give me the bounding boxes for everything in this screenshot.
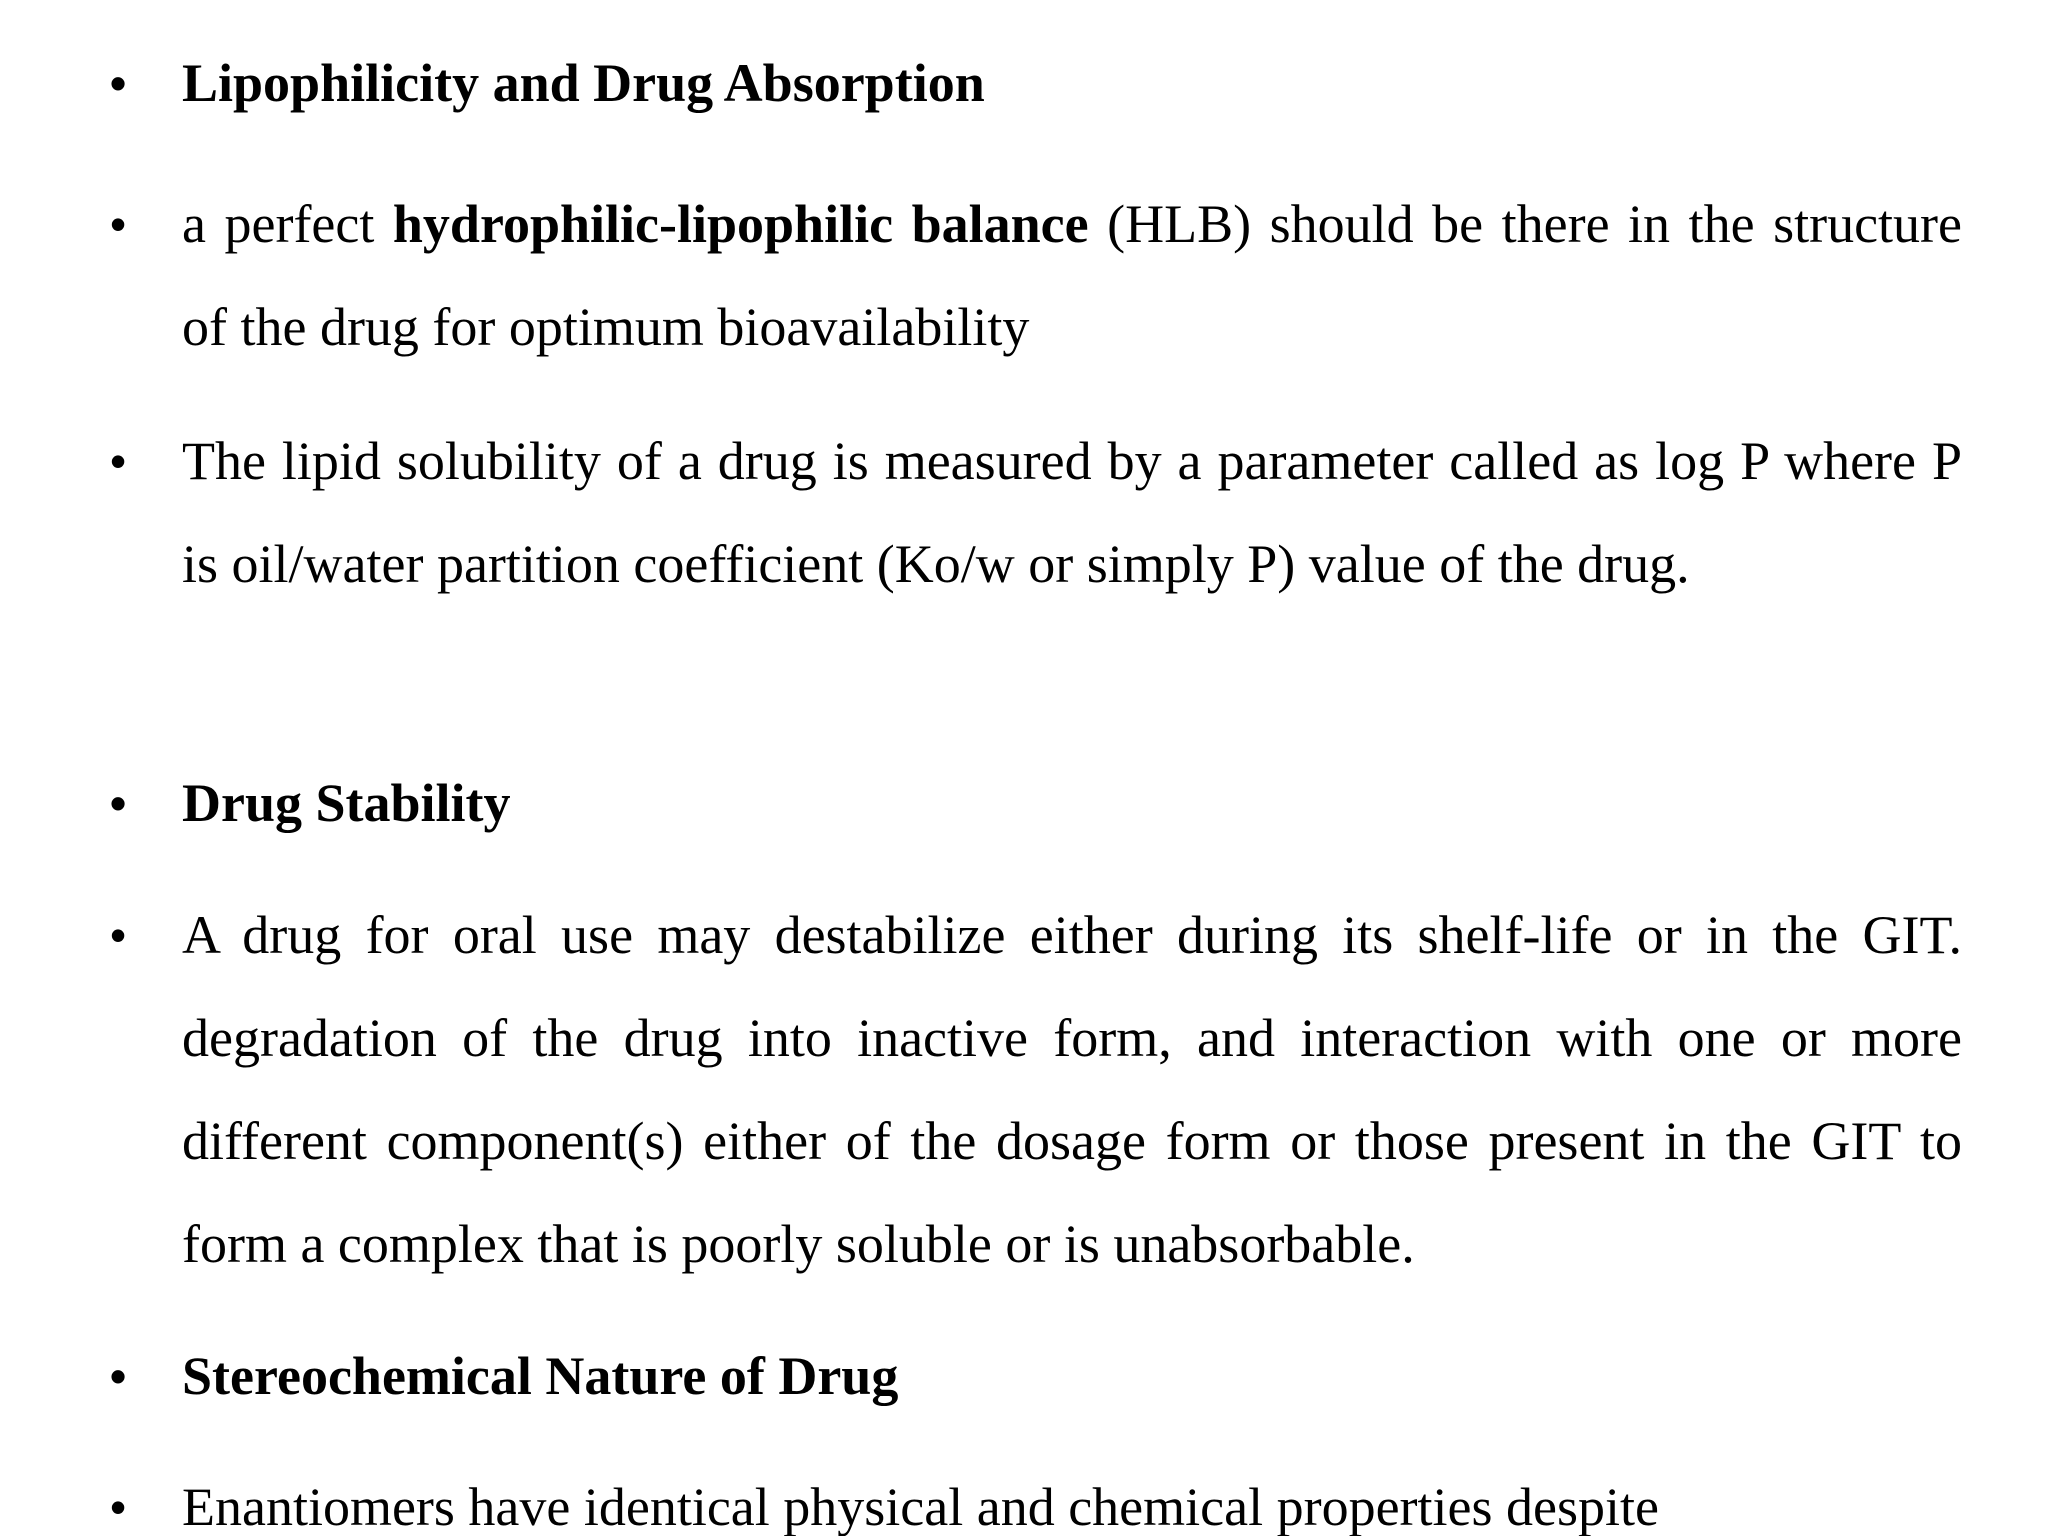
bullet-text-prefix: a perfect	[182, 194, 393, 254]
bullet-enantiomers	[182, 1456, 1962, 1536]
bullet-text-suffix: (HLB) should be there in the structure of the drug for optimum bioavailability	[182, 194, 1962, 357]
heading-text: Lipophilicity and Drug Absorption	[182, 53, 985, 113]
heading-text: Stereochemical Nature of Drug	[182, 1346, 899, 1406]
bullet-heading-drug-stability	[182, 752, 1962, 855]
bullet-hlb	[182, 173, 1962, 379]
bullet-log-p	[182, 410, 1962, 616]
bullet-text-bold: hydrophilic-lipophilic balance	[392, 194, 1089, 254]
bullet-text: The lipid solubility of a drug is measured by a parameter called as log P where P is oil/water partition coefficient (Ko/w or simply P) value of the drug.	[182, 431, 1962, 594]
bullet-destabilize	[182, 884, 1962, 1296]
bullet-text: A drug for oral use may destabilize either during its shelf-life or in the GIT. degradation of the drug into inactive form, and interaction with one or more different component(s) either of the dosage form or those present in the GIT to form a complex that is poorly soluble or is unabsorbable.	[182, 905, 1962, 1274]
bullet-heading-lipophilicity	[182, 32, 1962, 135]
heading-text: Drug Stability	[182, 773, 511, 833]
bullet-text: Enantiomers have identical physical and chemical properties despite	[182, 1477, 1659, 1536]
bullet-heading-stereochemical	[182, 1325, 1962, 1428]
